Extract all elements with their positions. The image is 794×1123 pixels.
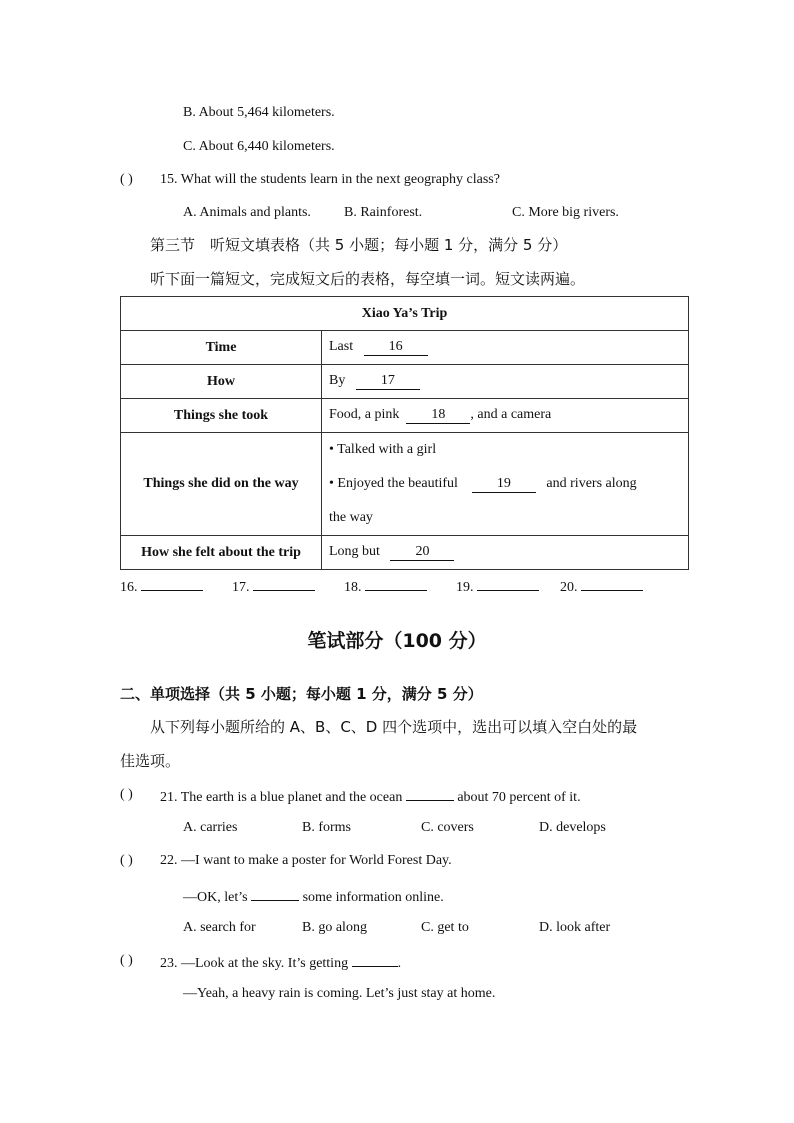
trip-table [120, 296, 689, 570]
bullet-enjoyed: • Enjoyed the beautiful 19 and rivers along [329, 476, 637, 491]
q21-option-a: A. carries [183, 820, 238, 835]
answer-19[interactable]: 19. [456, 576, 539, 597]
bullet-continuation: the way [329, 510, 373, 525]
q21-option-c: C. covers [421, 820, 474, 835]
bullet-talked: • Talked with a girl [329, 442, 437, 457]
q14-option-c: C. About 6,440 kilometers. [183, 139, 335, 154]
answer-18[interactable]: 18. [344, 576, 427, 597]
q22-reply: —OK, let’s some information online. [183, 886, 444, 907]
section3-heading: 第三节 听短文填表格（共 5 小题；每小题 1 分，满分 5 分） [150, 236, 568, 254]
q14-option-b: B. About 5,464 kilometers. [183, 105, 335, 120]
written-part-title: 笔试部分（100 分） [307, 630, 487, 652]
row-value: By 17 [322, 365, 689, 399]
row-value: Last 16 [322, 331, 689, 365]
row-value: Food, a pink 18 , and a camera [322, 399, 689, 433]
row-label: Things she took [121, 399, 322, 433]
q23-reply: —Yeah, a heavy rain is coming. Let’s just stay at home. [183, 986, 496, 1001]
answer-17[interactable]: 17. [232, 576, 315, 597]
q15-option-c: C. More big rivers. [512, 205, 619, 220]
row-label: How [121, 365, 322, 399]
row-label: How she felt about the trip [121, 536, 322, 570]
row-value: Long but 20 [322, 536, 689, 570]
q22-option-b: B. go along [302, 920, 367, 935]
section3-instruction: 听下面一篇短文，完成短文后的表格，每空填一词。短文读两遍。 [150, 270, 586, 288]
part2-heading: 二、单项选择（共 5 小题；每小题 1 分，满分 5 分） [120, 685, 483, 703]
q22-option-c: C. get to [421, 920, 469, 935]
q21-option-d: D. develops [539, 820, 606, 835]
part2-instruction-line2: 佳选项。 [120, 752, 181, 770]
q21-option-b: B. forms [302, 820, 351, 835]
answer-16[interactable]: 16. [120, 576, 203, 597]
part2-instruction-line1: 从下列每小题所给的 A、B、C、D 四个选项中，选出可以填入空白处的最 [150, 718, 638, 736]
q23-answer-paren[interactable]: ( ) [120, 953, 133, 968]
q22-option-d: D. look after [539, 920, 611, 935]
row-label: Time [121, 331, 322, 365]
table-row [121, 331, 689, 365]
table-title: Xiao Ya’s Trip [121, 297, 689, 331]
q15-answer-paren: ( ) [120, 172, 133, 187]
table-row [121, 365, 689, 399]
blank-20: 20 [390, 544, 454, 561]
q22-option-a: A. search for [183, 920, 256, 935]
blank-17: 17 [356, 373, 420, 390]
table-row [121, 536, 689, 570]
q15-option-a: A. Animals and plants. [183, 205, 311, 220]
q15-option-b: B. Rainforest. [344, 205, 423, 220]
q22-stem: 22. —I want to make a poster for World Forest Day. [160, 853, 452, 868]
answer-20[interactable]: 20. [560, 576, 643, 597]
q22-answer-paren[interactable]: ( ) [120, 853, 133, 868]
blank-18: 18 [406, 407, 470, 424]
q21-stem: 21. The earth is a blue planet and the ocean about 70 percent of it. [160, 786, 581, 807]
q15-stem: 15. What will the students learn in the next geography class? [160, 172, 500, 187]
table-row [121, 399, 689, 433]
blank-16: 16 [364, 339, 428, 356]
row-value [322, 433, 689, 536]
table-row [121, 433, 689, 536]
row-label: Things she did on the way [121, 433, 322, 536]
blank-19: 19 [472, 476, 536, 493]
q23-stem: 23. —Look at the sky. It’s getting . [160, 952, 401, 973]
q21-answer-paren[interactable]: ( ) [120, 787, 133, 802]
